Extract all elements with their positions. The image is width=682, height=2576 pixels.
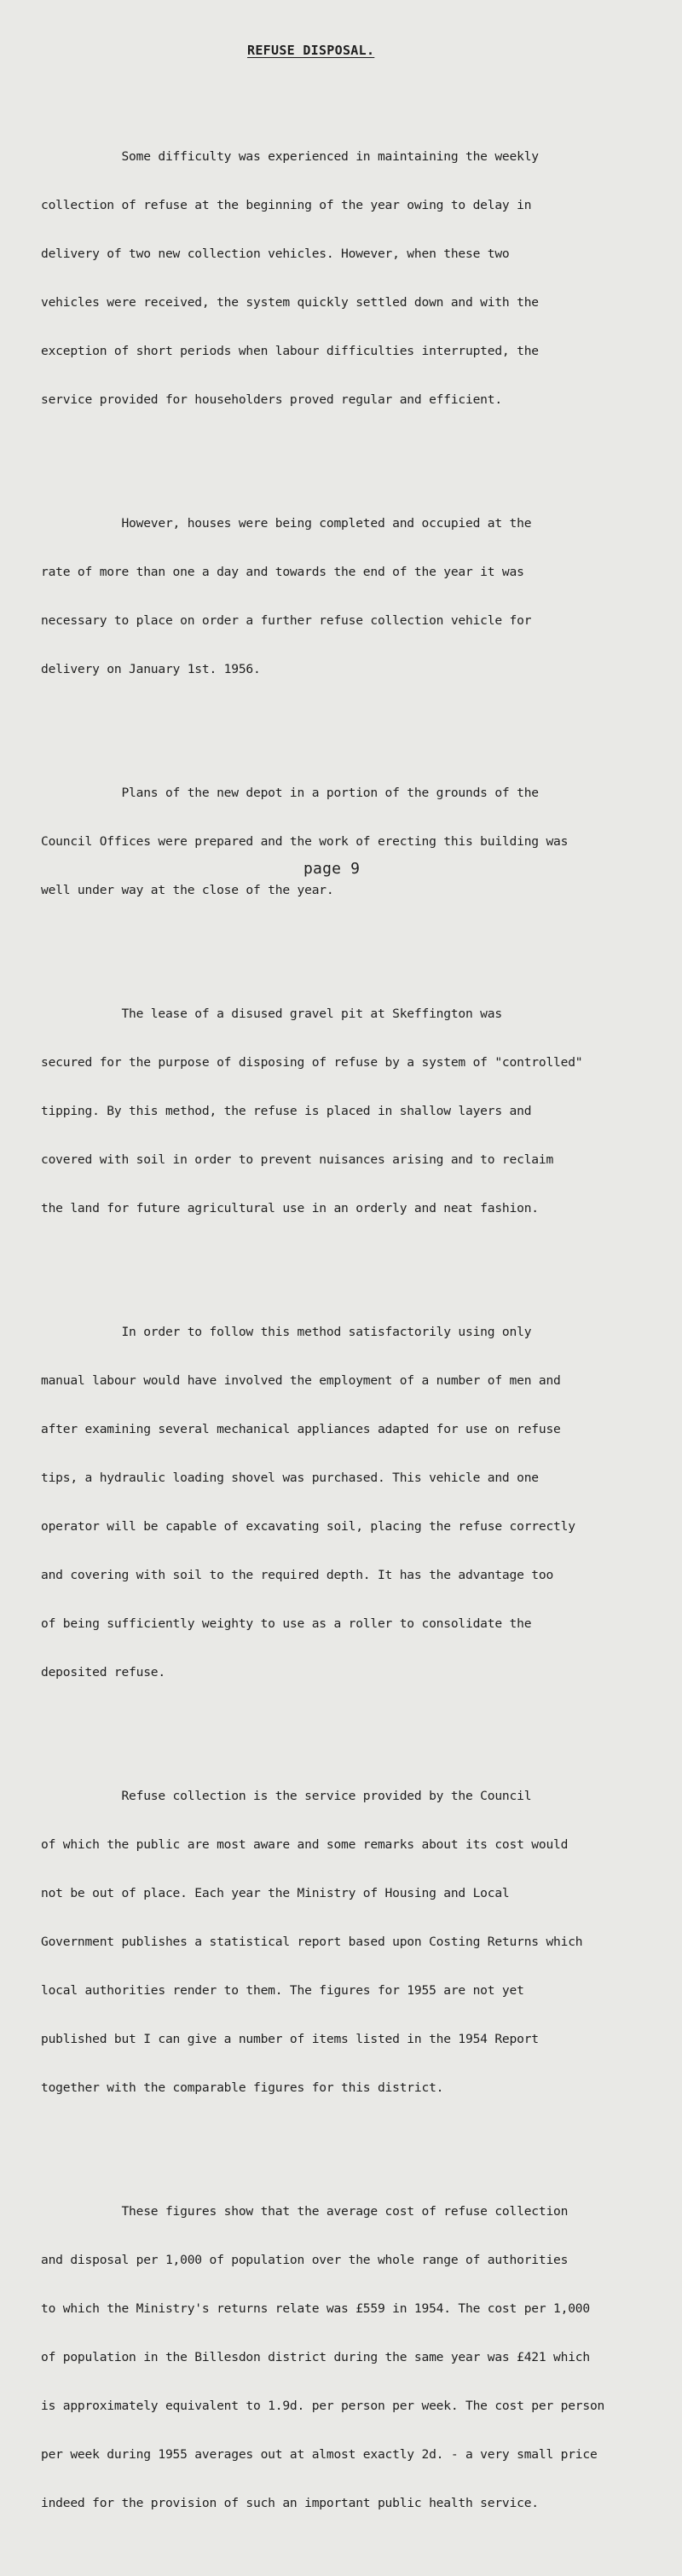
text-line: necessary to place on order a further refuse collection vehicle for xyxy=(41,613,532,628)
paragraph xyxy=(41,973,648,1249)
text-line: collection of refuse at the beginning of the year owing to delay in xyxy=(41,198,532,212)
text-line: manual labour would have involved the employment of a number of men and xyxy=(41,1373,561,1388)
text-line: the land for future agricultural use in an orderly and neat fashion. xyxy=(41,1201,539,1215)
text-line: per week during 1955 averages out at almost exactly 2d. - a very small price xyxy=(41,2447,598,2462)
paragraph xyxy=(41,2171,648,2544)
text-line: of population in the Billesdon district during the same year was £421 which xyxy=(41,2350,590,2364)
text-line: to which the Ministry's returns relate was £559 in 1954. The cost per 1,000 xyxy=(41,2301,590,2316)
paragraph xyxy=(41,752,648,931)
text-line: of which the public are most aware and some remarks about its cost would xyxy=(41,1837,569,1852)
text-line: Refuse collection is the service provided by the Council xyxy=(41,1789,532,1803)
page-number: page 9 xyxy=(303,860,361,878)
text-line: Plans of the new depot in a portion of the grounds of the xyxy=(41,786,539,800)
section-heading: REFUSE DISPOSAL. xyxy=(247,43,375,58)
text-line: delivery of two new collection vehicles. However, when these two xyxy=(41,247,510,261)
text-line: after examining several mechanical appliances adapted for use on refuse xyxy=(41,1422,561,1436)
text-line: tips, a hydraulic loading shovel was purchased. This vehicle and one xyxy=(41,1471,539,1485)
text-line: These figures show that the average cost of refuse collection xyxy=(41,2204,569,2219)
text-line: The lease of a disused gravel pit at Skeffington was xyxy=(41,1007,502,1021)
paragraph xyxy=(41,1755,648,2128)
text-line: secured for the purpose of disposing of refuse by a system of "controlled" xyxy=(41,1055,583,1070)
paragraph xyxy=(41,1291,648,1713)
text-line: delivery on January 1st. 1956. xyxy=(41,662,261,676)
text-line: Council Offices were prepared and the work of erecting this building was xyxy=(41,834,569,849)
paragraph xyxy=(41,483,648,710)
paragraph xyxy=(41,116,648,440)
text-line: published but I can give a number of items listed in the 1954 Report xyxy=(41,2032,539,2046)
text-line: well under way at the close of the year. xyxy=(41,883,334,897)
text-line: of being sufficiently weighty to use as a roller to consolidate the xyxy=(41,1616,532,1631)
text-line: covered with soil in order to prevent nuisances arising and to reclaim xyxy=(41,1152,554,1167)
text-line: and covering with soil to the required depth. It has the advantage too xyxy=(41,1568,554,1582)
text-line: Government publishes a statistical report based upon Costing Returns which xyxy=(41,1935,583,1949)
text-line: tipping. By this method, the refuse is placed in shallow layers and xyxy=(41,1104,532,1118)
text-line: However, houses were being completed and occupied at the xyxy=(41,516,532,531)
text-line: vehicles were received, the system quickly settled down and with the xyxy=(41,295,539,310)
text-line: service provided for householders proved regular and efficient. xyxy=(41,392,502,407)
text-line: local authorities render to them. The figures for 1955 are not yet xyxy=(41,1983,524,1998)
text-line: deposited refuse. xyxy=(41,1665,165,1680)
text-line: rate of more than one a day and towards the end of the year it was xyxy=(41,565,524,579)
text-line: and disposal per 1,000 of population over the whole range of authorities xyxy=(41,2253,569,2267)
text-line: operator will be capable of excavating soil, placing the refuse correctly xyxy=(41,1519,575,1534)
text-line: is approximately equivalent to 1.9d. per person per week. The cost per person xyxy=(41,2399,605,2413)
text-line: Some difficulty was experienced in maintaining the weekly xyxy=(41,149,539,164)
body-text xyxy=(41,84,648,2576)
text-line: In order to follow this method satisfactorily using only xyxy=(41,1325,532,1339)
text-line: together with the comparable figures for this district. xyxy=(41,2080,444,2095)
text-line: indeed for the provision of such an important public health service. xyxy=(41,2496,539,2510)
text-line: not be out of place. Each year the Ministry of Housing and Local xyxy=(41,1886,510,1900)
text-line: exception of short periods when labour difficulties interrupted, the xyxy=(41,344,539,358)
